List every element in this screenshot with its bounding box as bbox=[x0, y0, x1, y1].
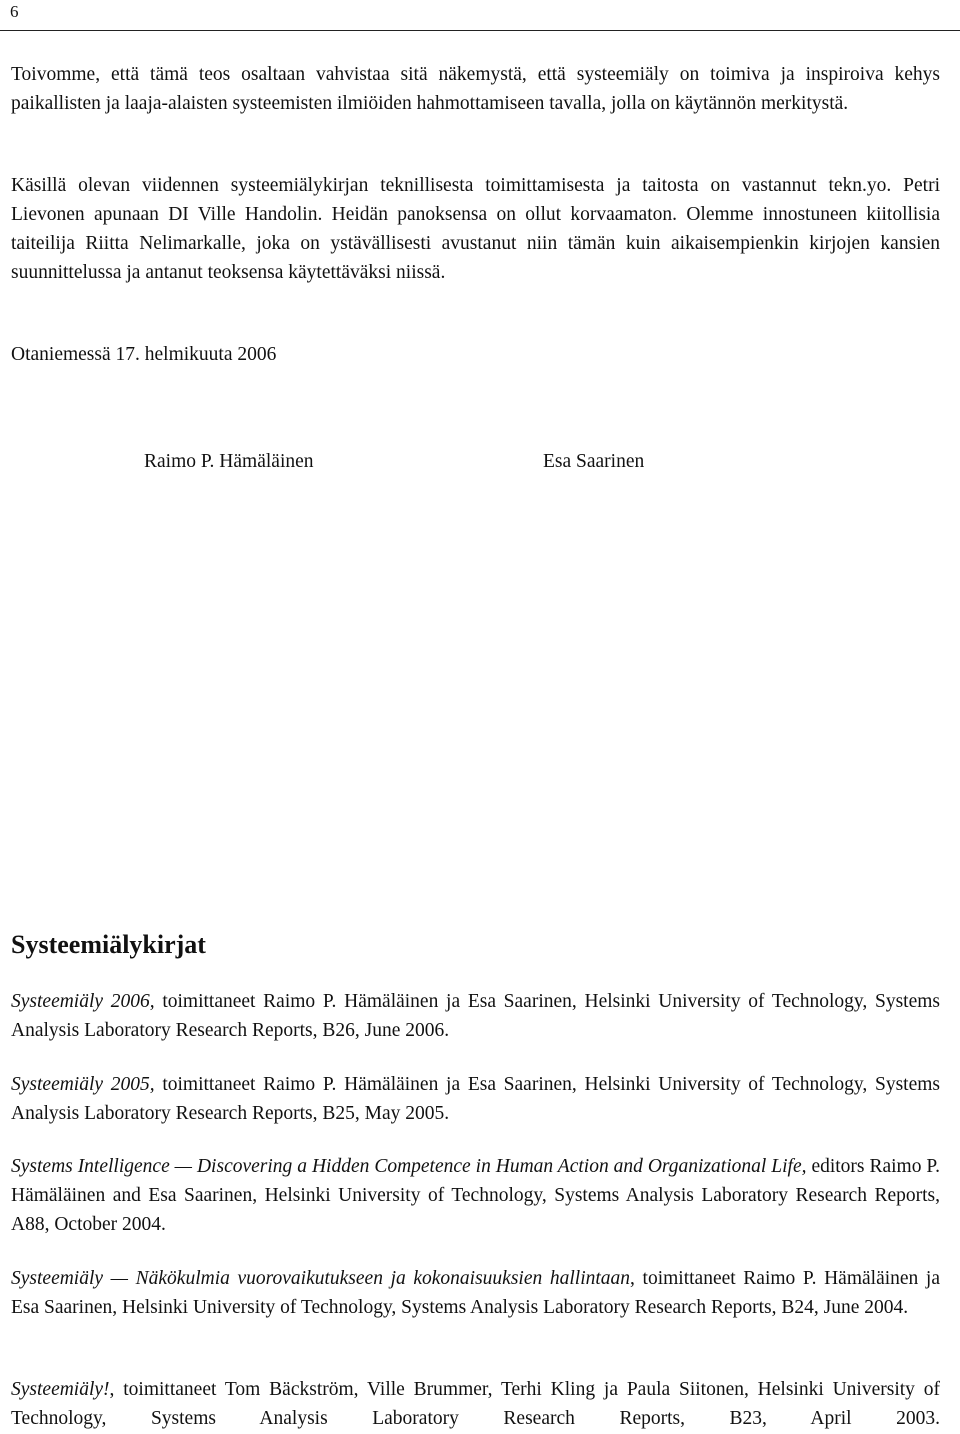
book-details: toimittaneet Raimo P. Hämäläinen ja Esa Saarinen, Helsinki University of Technology, Systems Analysis Laboratory Research Reports, B26, June 2006. bbox=[11, 991, 940, 1041]
signature-saarinen: Esa Saarinen bbox=[543, 451, 645, 472]
book-reference bbox=[11, 1152, 940, 1239]
preface-paragraph-2: Käsillä olevan viidennen systeemiälykirjan teknillisesta toimittamisesta ja taitosta on vastannut tekn.yo. Petri Lievonen apunaan DI Ville Handolin. Heidän panoksensa on ollut korvaamaton. Olemme innostuneen kiitollisia taiteilija Riitta Nelimarkalle, joka on ystävällisesti avustanut niin tämän kuin aikaisempienkin kirjojen kansien suunnittelussa ja antanut teoksensa käytettäväksi niissä. bbox=[11, 175, 940, 283]
preface-date: Otaniemessä 17. helmikuuta 2006 bbox=[11, 344, 277, 365]
signature-hamalainen: Raimo P. Hämäläinen bbox=[144, 451, 314, 472]
header-rule bbox=[0, 30, 960, 31]
book-details: editors Raimo P. Hämäläinen and Esa Saarinen, Helsinki University of Technology, Systems Analysis Laboratory Research Reports, A88, October 2004. bbox=[11, 1156, 940, 1235]
page-number: 6 bbox=[10, 2, 19, 21]
book-details: toimittaneet Raimo P. Hämäläinen ja Esa Saarinen, Helsinki University of Technology, Systems Analysis Laboratory Research Reports, B25, May 2005. bbox=[11, 1074, 940, 1124]
book-title: Systeemiäly! bbox=[11, 1379, 110, 1400]
book-reference bbox=[11, 1264, 940, 1322]
preface-paragraph-1: Toivomme, että tämä teos osaltaan vahvistaa sitä näkemystä, että systeemiäly on toimiva ja inspiroiva kehys paikallisten ja laaja-alaisten systeemisten ilmiöiden hahmottamiseen tavalla, jolla on käytännön merkitystä. bbox=[11, 64, 940, 114]
book-reference bbox=[11, 987, 940, 1045]
book-details: , toimittaneet Tom Bäckström, Ville Brummer, Terhi Kling ja Paula Siitonen, Helsinki University of Technology, Systems Analysis Laboratory Research Reports, B23, April 2003. bbox=[11, 1379, 940, 1429]
book-title: Systems Intelligence — Discovering a Hidden Competence in Human Action and Organizational Life, bbox=[11, 1156, 807, 1177]
book-title: Systeemiäly — Näkökulmia vuorovaikutukseen ja kokonaisuuksien hallintaan bbox=[11, 1268, 631, 1289]
book-title: Systeemiäly 2006, bbox=[11, 991, 155, 1012]
book-details: , toimittaneet Raimo P. Hämäläinen ja Esa Saarinen, Helsinki University of Technology, Systems Analysis Laboratory Research Reports, B24, June 2004. bbox=[11, 1268, 940, 1318]
book-reference bbox=[11, 1375, 940, 1433]
book-title: Systeemiäly 2005, bbox=[11, 1074, 155, 1095]
book-reference bbox=[11, 1070, 940, 1128]
section-heading: Systeemiälykirjat bbox=[11, 930, 206, 959]
